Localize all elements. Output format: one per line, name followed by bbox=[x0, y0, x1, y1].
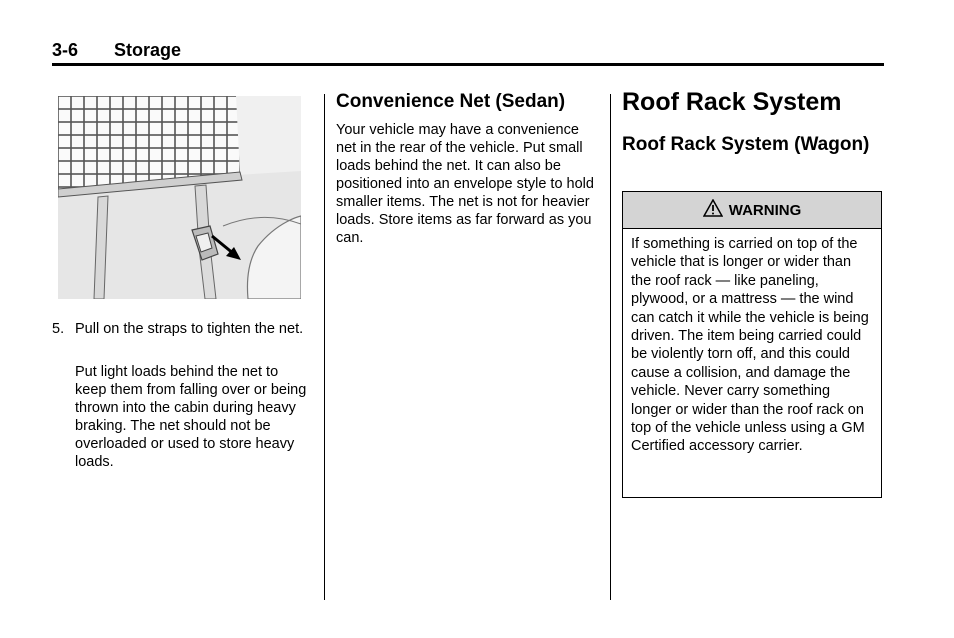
section-title: Storage bbox=[114, 40, 182, 60]
roof-rack-subheading: Roof Rack System (Wagon) bbox=[622, 134, 870, 155]
column-divider-left bbox=[324, 94, 325, 600]
column-divider-right bbox=[610, 94, 611, 600]
warning-box bbox=[622, 191, 882, 498]
roof-rack-heading: Roof Rack System bbox=[622, 88, 842, 116]
warning-triangle-icon bbox=[703, 199, 723, 222]
convenience-net-heading: Convenience Net (Sedan) bbox=[336, 91, 566, 112]
warning-header bbox=[623, 192, 881, 229]
warning-text: If something is carried on top of the vehicle that is longer or wider than the roof rack — like paneling, plywood, or a mattress — the wind can catch it while the vehicle is being driven. The item being carried could be violently torn off, and this could cause a collision, and damage the vehicle. Never carry something longer or wider than the roof rack on top of the vehicle unless using a GM Certified accessory carrier. bbox=[631, 236, 869, 455]
page-number: 3-6 bbox=[52, 40, 79, 60]
step-note: Put light loads behind the net to keep them from falling over or being thrown into the cabin during heavy braking. The net should not be overloaded or used to store heavy loads. bbox=[75, 364, 307, 470]
convenience-net-body: Your vehicle may have a convenience net in the rear of the vehicle. Put small loads behind the net. It can also be positioned into an envelope style to hold smaller items. The net is not for heavier loads. Store items as far forward as you can. bbox=[336, 122, 594, 246]
warning-label: WARNING bbox=[728, 201, 802, 219]
step-number: 5. bbox=[52, 321, 65, 337]
cargo-net-illustration bbox=[58, 96, 301, 299]
header-rule bbox=[52, 63, 884, 66]
step-text: Pull on the straps to tighten the net. bbox=[75, 321, 304, 337]
